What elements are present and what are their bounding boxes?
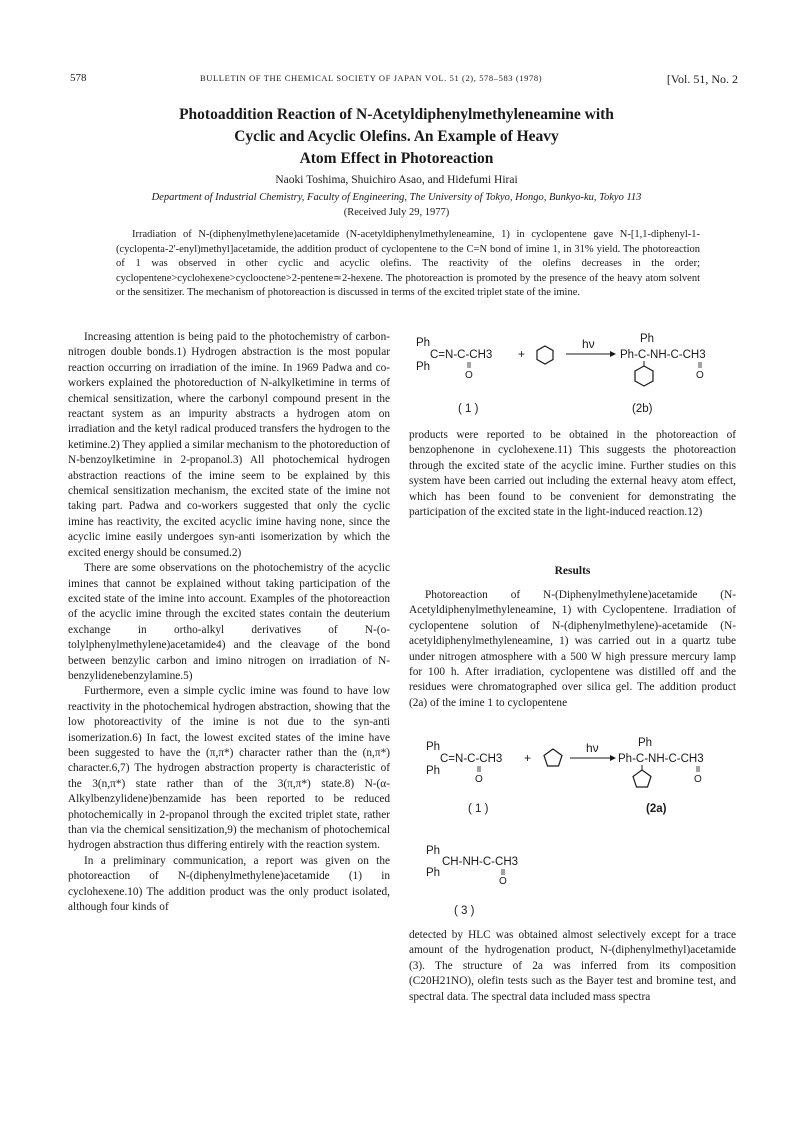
carbonyl-oxygen: O — [475, 774, 483, 785]
amine-chain: CH-NH-C-CH3 — [442, 856, 519, 868]
phenyl-label: Ph — [426, 765, 441, 777]
author-list: Naoki Toshima, Shuichiro Asao, and Hidefumi Hirai — [275, 174, 518, 186]
paragraph: products were reported to be obtained in the photoreaction of benzophenone in cyclohexene.11) This suggests the photoreaction through the excited state of the acyclic imine. Further studies on this system have been carried out including the external heavy atom effect, which has been found to be convenient for demonstrating the participation of the excited state in the light-induced reaction.12) — [409, 429, 736, 519]
carbonyl-oxygen: O — [465, 370, 473, 381]
structure-compound-3 — [420, 838, 580, 922]
carbonyl-oxygen: O — [694, 774, 702, 785]
title-line-3: Atom Effect in Photoreaction — [299, 150, 494, 167]
article-title — [80, 104, 713, 170]
product-chain: Ph-C-NH-C-CH3 — [618, 753, 704, 765]
compound-label-2a: (2a) — [646, 803, 667, 815]
running-header — [70, 72, 738, 88]
title-line-1: Photoaddition Reaction of N-Acetyldiphenylmethyleneamine with — [179, 106, 614, 123]
abstract: Irradiation of N-(diphenylmethylene)acetamide (N-acetyldiphenylmethyleneamine, 1) in cyclopentene gave N-[1,1-diphenyl-1-(cyclopenta-2'-enyl)methyl]acetamide, the addition product of cyclopentene to the C=N bond of imine 1, in 31% yield. The photoreaction of 1 was observed in other cyclic and acyclic olefins. The reactivity of the olefins decreases in the order; cyclopentene>cyclohexene>cyclooctene>2-pentene≃2-hexene. The photoreaction is promoted by the presence of the heavy atom solvent or the sensitizer. The mechanism of photoreaction is discussed in terms of the excited triplet state of the imine. — [116, 229, 700, 298]
paragraph: Photoreaction of N-(Diphenylmethylene)acetamide (N-Acetyldiphenylmethyleneamine, 1) with Cyclopentene. Irradiation of cyclopentene solution of N-(diphenylmethylene)-acetamide (N-acetyldiphenylmethyleneamine, 1) was carried out in a quartz tube under nitrogen atmosphere with a 500 W high pressure mercury lamp for 100 h. After irradiation, cyclopentene was distilled off and the residues were chromatographed over silica gel. The addition product (2a) of the imine 1 to cyclopentene — [409, 589, 736, 709]
paragraph: Furthermore, even a simple cyclic imine was found to have low reactivity in the photochemical hydrogen abstraction, showing that the low photoreactivity of the imine is not due to the syn-anti isomerization.6) In fact, the lowest excited states of the imine have been suggested to have the (π,π*) character rather than the (n,π*) character.6,7) The hydrogen abstraction property is characteristic of the 3(n,π*) state rather than of the 3(π,π*) state.8) N-(α-Alkylbenzylidene)benzamide has been reported to be reduced photochemically in 2-propanol through the excited triplet state, rather than via the chemical sensitization,9) the mechanism of photochemical hydrogen abstraction thus differing entirely with the reaction system. — [68, 685, 390, 852]
hv-label: hν — [586, 741, 599, 755]
product-chain: Ph-C-NH-C-CH3 — [620, 349, 706, 361]
compound-label-1: ( 1 ) — [458, 403, 479, 415]
carbonyl-oxygen: O — [499, 876, 507, 887]
phenyl-label: Ph — [426, 741, 441, 753]
right-column-closing — [409, 928, 736, 1005]
results-paragraph — [409, 588, 736, 711]
phenyl-label: Ph — [640, 333, 655, 345]
paragraph: There are some observations on the photochemistry of the acyclic imines that cannot be explained without taking participation of the excited state of the imine into account. Examples of the photoreaction of the acyclic imine through the excited states contain the deuterium exchange in ortho-alkyl derivatives of N-(o-tolylphenylmethylene)acetamide4) and the cleavage of the bond between benzylic carbon and imino nitrogen on irradiation of N-benzylidenebenzylamine.5) — [68, 562, 390, 682]
page-number: 578 — [70, 72, 87, 84]
paragraph: detected by HLC was obtained almost selectively except for a trace amount of the hydrogenation product, N-(diphenylmethyl)acetamide (3). The structure of 2a was inferred from its composition (C20H21NO), olefin tests such as the Bayer test and bromine test, and spectral data. The spectral data included mass spectra — [409, 929, 736, 1003]
affiliation: Department of Industrial Chemistry, Faculty of Engineering, The University of Tokyo, Hongo, Bunkyo-ku, Tokyo 113 — [151, 192, 642, 203]
cyclopentene-ring — [544, 749, 562, 766]
phenyl-label: Ph — [416, 361, 431, 373]
title-line-2: Cyclic and Acyclic Olefins. An Example of Heavy — [234, 128, 559, 145]
paragraph: In a preliminary communication, a report was given on the photoreaction of N-(diphenylmethylene)acetamide (1) in cyclohexene.10) The addition product was the only product isolated, although four kinds of — [68, 854, 390, 914]
right-column-intro — [409, 428, 736, 520]
section-heading-results: Results — [554, 565, 591, 577]
received-date: (Received July 29, 1977) — [343, 207, 450, 218]
reaction-scheme-cyclopentene — [420, 734, 736, 818]
phenyl-label: Ph — [638, 737, 653, 749]
reaction-scheme-cyclohexene — [412, 330, 736, 418]
carbonyl-oxygen: O — [696, 370, 704, 381]
compound-label-2b: (2b) — [632, 403, 653, 415]
imine-chain: C=N-C-CH3 — [430, 349, 493, 361]
plus-sign: + — [524, 751, 532, 765]
compound-label-3: ( 3 ) — [454, 905, 475, 917]
compound-label-1: ( 1 ) — [468, 803, 489, 815]
journal-citation: BULLETIN OF THE CHEMICAL SOCIETY OF JAPAN VOL. 51 (2), 578–583 (1978) — [200, 73, 543, 83]
cyclopentenyl-ring — [633, 770, 651, 787]
phenyl-label: Ph — [426, 845, 441, 857]
left-column — [68, 330, 390, 915]
plus-sign: + — [518, 347, 526, 361]
imine-chain: C=N-C-CH3 — [440, 753, 503, 765]
phenyl-label: Ph — [426, 867, 441, 879]
cyclohexenyl-ring — [635, 366, 653, 386]
hv-label: hν — [582, 337, 595, 351]
phenyl-label: Ph — [416, 337, 431, 349]
volume-label: [Vol. 51, No. 2 — [666, 72, 738, 86]
paragraph: Increasing attention is being paid to the photochemistry of carbon-nitrogen double bonds.1) Hydrogen abstraction is the most popular reaction occurring on irradiation of the imine. In 1969 Padwa and co-workers explained the photoreduction of N-alkylketimine in terms of chemical sensitization, where the carbonyl compound present in the reactant system as an impurity abstracts a hydrogen atom on irradiation and the ketyl radical produced transfers the hydrogen to the ketimine.2) They applied a similar mechanism to the photoreduction of N-benzoylketimine in 2-propanol.3) All photochemical hydrogen abstraction reactions of the imine seem to be explained by this chemical sensitization mechanism, the excited state of the imine not taking part. Padwa and co-workers suggested that only the cyclic imine has reactivity, the excited acyclic imine having none, since the acyclic imine easily undergoes syn-anti isomerization by which the excited energy should be consumed.2) — [68, 331, 390, 559]
cyclohexene-ring — [537, 346, 553, 364]
